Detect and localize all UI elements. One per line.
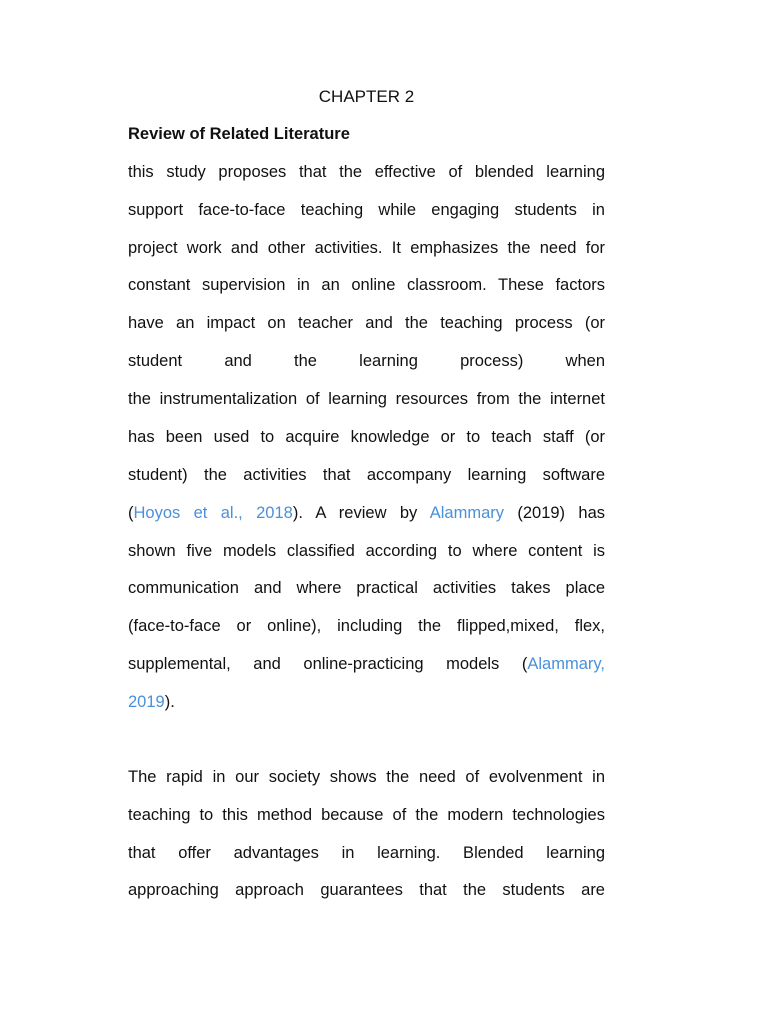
paragraph-1-line-12: communication and where practical activities takes place [128, 579, 605, 597]
line-14-text: supplemental, and online-practicing models ( [128, 655, 528, 673]
paragraph-1-line-8: has been used to acquire knowledge or to teach staff (or [128, 428, 605, 446]
paragraph-2-line-2: teaching to this method because of the modern technologies [128, 806, 605, 824]
citation-link-alammary[interactable]: Alammary [429, 504, 504, 522]
line-10-middle: ). A review by [292, 504, 430, 522]
open-paren: ( [128, 504, 134, 522]
line-10-end: (2019) has [504, 504, 606, 522]
paragraph-2-line-3: that offer advantages in learning. Blended learning [128, 844, 605, 862]
paragraph-1-line-11: shown five models classified according to where content is [128, 542, 605, 560]
paragraph-2-line-4: approaching approach guarantees that the students are [128, 881, 605, 899]
chapter-heading: CHAPTER 2 [318, 87, 415, 106]
paragraph-1-line-14 [128, 654, 605, 674]
citation-link-hoyos[interactable]: Hoyos et al., 2018 [133, 504, 293, 522]
paragraph-1-line-5: have an impact on teacher and the teaching process (or [128, 314, 605, 332]
paragraph-1-line-2: support face-to-face teaching while engaging students in [128, 201, 605, 219]
paragraph-1-line-10 [128, 503, 605, 523]
paragraph-1-line-15 [128, 692, 605, 712]
paragraph-1-line-7: the instrumentalization of learning resources from the internet [128, 390, 605, 408]
paragraph-1-line-3: project work and other activities. It emphasizes the need for [128, 239, 605, 257]
paragraph-1-line-6: student and the learning process) when [128, 352, 605, 370]
paragraph-1-line-13: (face-to-face or online), including the flipped,mixed, flex, [128, 617, 605, 635]
paragraph-2-line-1: The rapid in our society shows the need of evolvenment in [128, 768, 605, 786]
paragraph-1-line-9: student) the activities that accompany learning software [128, 466, 605, 484]
citation-link-year[interactable]: 2019 [128, 693, 165, 711]
paragraph-1-line-4: constant supervision in an online classroom. These factors [128, 276, 605, 294]
line-15-end: ). [164, 693, 175, 711]
citation-link-alammary-2[interactable]: Alammary, [527, 655, 605, 673]
paragraph-1-line-1: this study proposes that the effective of blended learning [128, 163, 605, 181]
section-title: Review of Related Literature [128, 125, 350, 143]
